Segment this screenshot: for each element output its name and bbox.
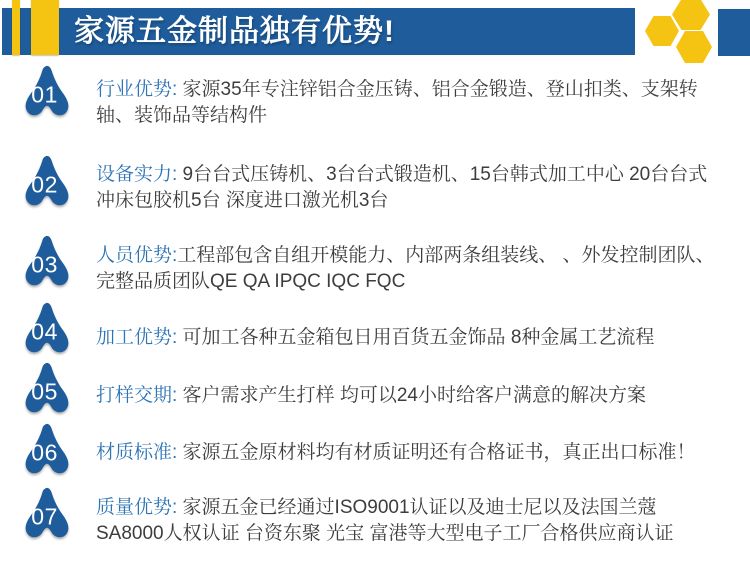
item-label: 材质标准: xyxy=(96,442,178,463)
item-label: 设备实力: xyxy=(96,164,178,185)
item-number-badge xyxy=(17,65,77,119)
advantage-item-02 xyxy=(0,155,750,213)
item-label: 质量优势: xyxy=(96,497,178,518)
advantage-item-06 xyxy=(0,423,750,481)
header-right-block xyxy=(718,9,750,56)
hexagon-icon-left xyxy=(645,16,679,46)
item-body: 工程部包含自组开模能力、内部两条组装线、 、外发控制团队、完整品质团队QE QA IPQC IQC FQC xyxy=(96,245,715,292)
item-number-badge xyxy=(17,423,77,477)
item-number-badge xyxy=(17,362,77,416)
item-text xyxy=(96,383,718,409)
item-body: 9台台式压铸机、3台台式锻造机、15台韩式加工中心 20台台式冲床包胶机5台 深度进口激光机3台 xyxy=(96,164,708,211)
item-body: 可加工各种五金箱包日用百货五金饰品 8种金属工艺流程 xyxy=(177,327,655,348)
item-body: 客户需求产生打样 均可以24小时给客户满意的解决方案 xyxy=(177,385,646,406)
item-number-badge xyxy=(17,302,77,356)
item-text xyxy=(96,325,718,351)
item-body: 家源五金原材料均有材质证明还有合格证书，真正出口标准！ xyxy=(177,442,696,463)
item-label: 人员优势: xyxy=(96,245,178,266)
item-number: 04 xyxy=(31,318,58,345)
item-body: 家源五金已经通过ISO9001认证以及迪士尼以及法国兰蔻SA8000人权认证 台资东聚 光宝 富港等大型电子工厂合格供应商认证 xyxy=(96,497,674,544)
item-number-badge xyxy=(17,487,77,541)
header-stripe-narrow xyxy=(12,0,20,55)
page-title: 家源五金制品独有优势! xyxy=(74,15,395,48)
item-text xyxy=(96,243,718,295)
item-number: 01 xyxy=(31,81,58,108)
item-text xyxy=(96,440,718,466)
item-text xyxy=(96,77,718,129)
item-number: 05 xyxy=(31,378,58,405)
hexagon-icon-top xyxy=(672,0,710,30)
item-label: 加工优势: xyxy=(96,327,178,348)
item-number: 07 xyxy=(31,503,58,530)
item-label: 打样交期: xyxy=(96,385,178,406)
advantage-item-01 xyxy=(0,65,750,126)
item-label: 行业优势: xyxy=(96,79,178,100)
item-number: 06 xyxy=(31,439,58,466)
item-body: 家源35年专注锌铝合金压铸、铝合金锻造、登山扣类、支架转轴、装饰品等结构件 xyxy=(96,79,698,126)
advantage-item-04 xyxy=(0,302,750,360)
header-banner xyxy=(2,8,635,55)
item-text xyxy=(96,495,718,547)
item-text xyxy=(96,162,718,214)
hexagon-icon-bottom xyxy=(676,31,712,63)
item-number-badge xyxy=(17,235,77,289)
advantage-item-07 xyxy=(0,487,750,545)
item-number: 03 xyxy=(31,251,58,278)
item-number-badge xyxy=(17,155,77,209)
advantage-item-03 xyxy=(0,235,750,293)
item-number: 02 xyxy=(31,171,58,198)
advantage-item-05 xyxy=(0,362,750,420)
header-stripe-wide xyxy=(31,0,59,55)
